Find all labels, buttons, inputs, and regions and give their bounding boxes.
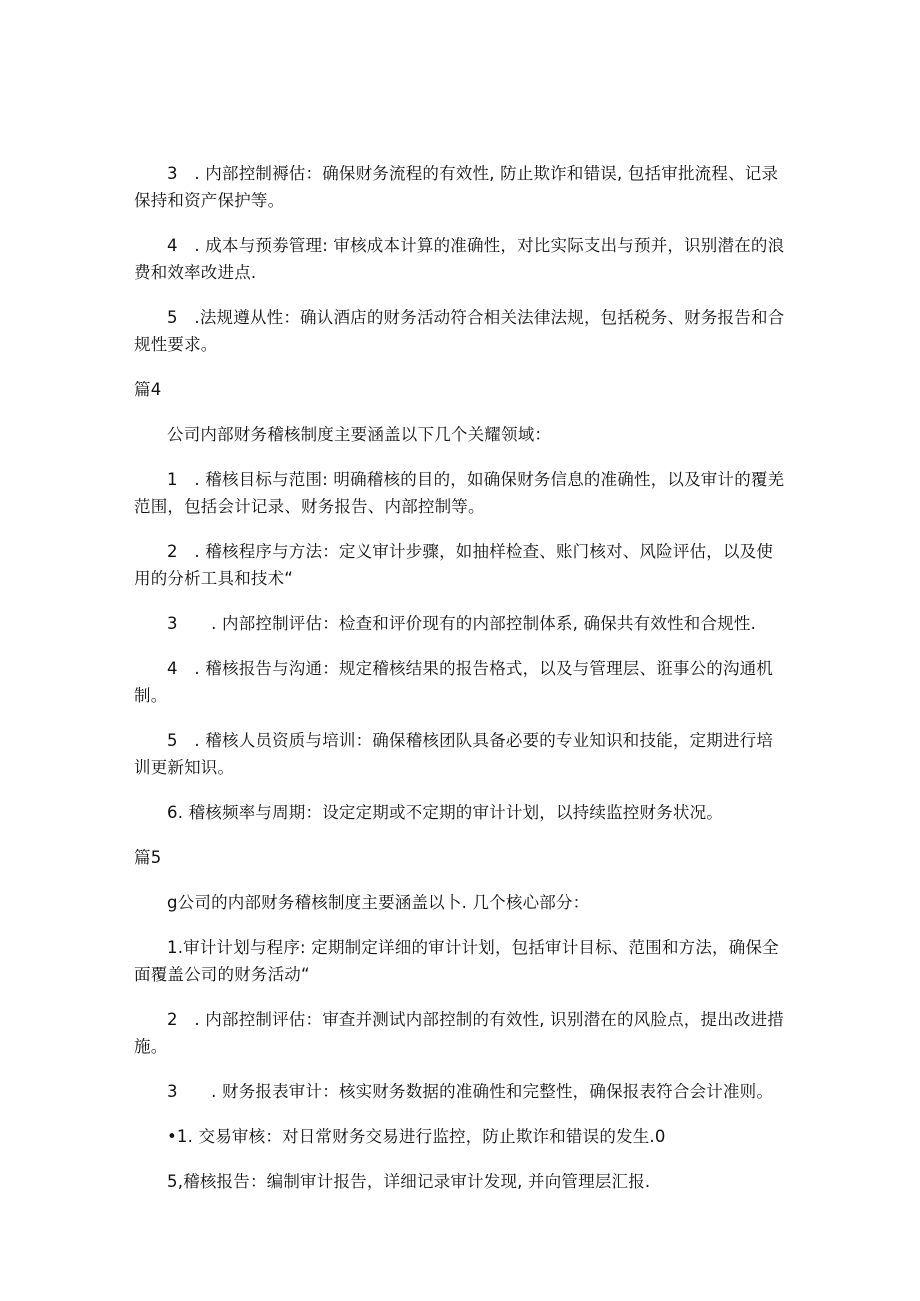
- section3-item-5: 5 .法规遵从性：确认酒店的财务活动符合相关法律法规，包括税务、财务报告和合规性要求。: [134, 308, 785, 354]
- document-body: [134, 160, 789, 1213]
- section5-heading: 篇5: [134, 848, 162, 867]
- section5-item-1: 1.审计计划与程序: 定期制定详细的审计计划，包括审计目标、范围和方法，确保全面覆盖公司的财务活动“: [134, 938, 779, 984]
- section4-item-3: 3 . 内部控制评估：检查和评价现有的内部控制体系, 确保共有效性和合规性.: [167, 614, 757, 633]
- section3-item-3: 3 . 内部控制褥估：确保财务流程的有效性, 防止欺诈和错误, 包括审批流程、记录保持和资产保护等。: [134, 164, 779, 210]
- section3-item-4: 4 . 成本与预劵管理: 审核成本计算的准确性，对比实际支出与预并，识别潜在的浪费和效率改进点.: [134, 236, 785, 282]
- section4-intro: 公司内部财务稽核制度主要涵盖以下几个关耀领域：: [167, 425, 552, 444]
- section5-item-5: 5,稽核报告：编制审计报告，详细记录审计发现, 并向管理层汇报.: [167, 1172, 651, 1191]
- section4-item-5: 5 . 稽核人员资质与培训：确保稽核团队具备必要的专业知识和技能，定期进行培训更新知识。: [134, 731, 774, 777]
- section5-item-4: •1. 交易审核：对日常财务交易进行监控，防止欺诈和错误的发生.0: [167, 1127, 666, 1146]
- section4-item-4: 4 . 稽核报告与沟通：规定稽核结果的报告格式，以及与管理层、诳事公的沟通机制。: [134, 659, 774, 705]
- section5-item-3: 3 . 财务报表审计：核实财务数据的准确性和完整性，确保报表符合会计准则。: [167, 1082, 774, 1101]
- section4-item-6: 6. 稽核频率与周期：设定定期或不定期的审计计划，以持续监控财务状况。: [167, 803, 723, 822]
- section4-item-1: 1 . 稽核目标与范围: 明确稽核的目的，如确保财务信息的准确性，以及审计的覆羌范围，包括会计记录、财务报告、内部控制等。: [134, 470, 785, 516]
- section5-item-2: 2 . 内部控制评估：审查并测试内部控制的有效性, 识别潜在的风脸点，提出改进措施。: [134, 1010, 784, 1056]
- section4-heading: 篇4: [134, 380, 162, 399]
- section4-item-2: 2 . 稽核程序与方法：定义审计步骤，如抽样检查、账门核对、风险评估，以及使用的分析工具和技术“: [134, 542, 774, 588]
- section5-intro: g公司的内部财务稽核制度主要涵盖以卜. 几个核心部分：: [167, 893, 590, 912]
